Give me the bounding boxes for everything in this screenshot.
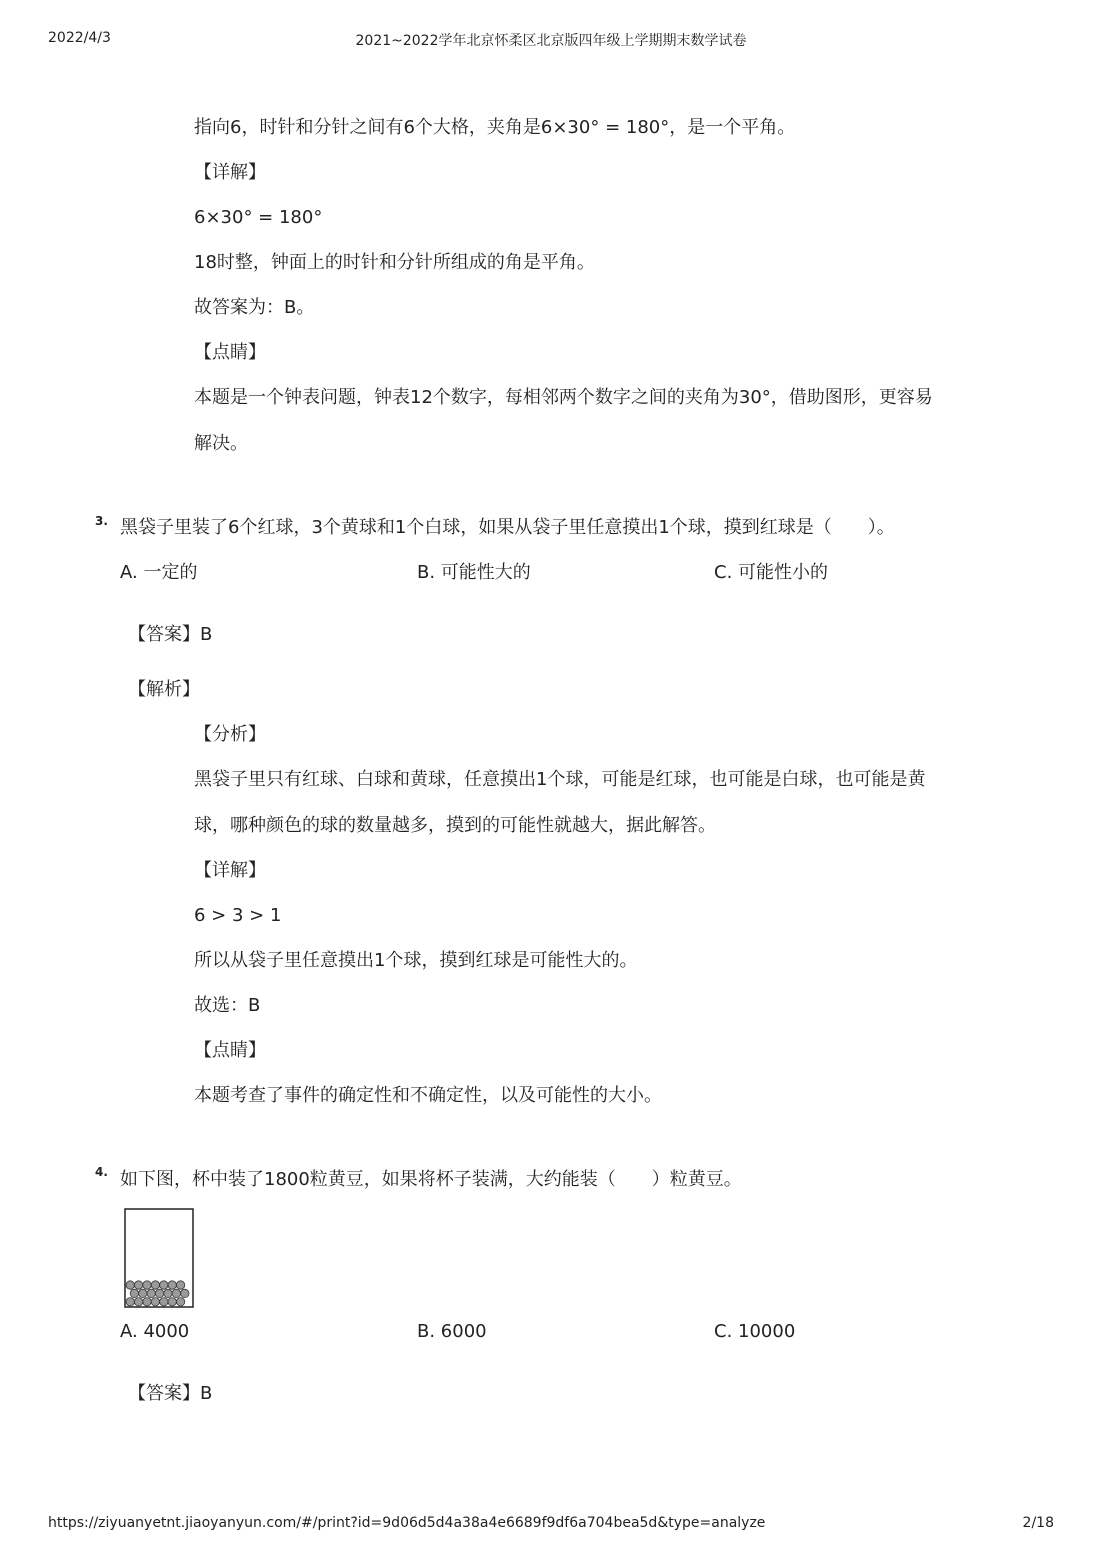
q2-statement: 18时整，钟面上的时针和分针所组成的角是平角。 bbox=[194, 252, 595, 273]
q3-conclusion: 故选：B bbox=[194, 995, 261, 1016]
q3-number: 3. bbox=[95, 514, 108, 528]
q3-option-b: B. 可能性大的 bbox=[417, 562, 531, 583]
q2-conclusion: 故答案为：B。 bbox=[194, 297, 315, 318]
q3-statement: 所以从袋子里任意摸出1个球，摸到红球是可能性大的。 bbox=[194, 950, 638, 971]
bean bbox=[143, 1298, 151, 1306]
q4-option-c: C. 10000 bbox=[714, 1321, 796, 1342]
q3-note-heading: 【点睛】 bbox=[194, 1040, 266, 1061]
q3-stem: 黑袋子里装了6个红球，3个黄球和1个白球，如果从袋子里任意摸出1个球，摸到红球是（ ）。 bbox=[120, 517, 895, 538]
bean bbox=[176, 1298, 184, 1306]
q3-analysis-sub: 【分析】 bbox=[194, 724, 266, 745]
bean bbox=[143, 1281, 151, 1289]
q4-option-b: B. 6000 bbox=[417, 1321, 487, 1342]
q3-calc: 6 > 3 > 1 bbox=[194, 905, 282, 926]
bean bbox=[168, 1281, 176, 1289]
print-date: 2022/4/3 bbox=[48, 30, 111, 46]
bean bbox=[172, 1289, 180, 1297]
bean bbox=[134, 1281, 142, 1289]
page-title: 2021~2022学年北京怀柔区北京版四年级上学期期末数学试卷 bbox=[355, 33, 747, 49]
q3-note: 本题考查了事件的确定性和不确定性，以及可能性的大小。 bbox=[194, 1085, 662, 1106]
q3-analysis-line2: 球，哪种颜色的球的数量越多，摸到的可能性就越大，据此解答。 bbox=[194, 815, 716, 836]
q3-answer: 【答案】B bbox=[128, 624, 213, 645]
q4-option-a: A. 4000 bbox=[120, 1321, 190, 1342]
bean bbox=[176, 1281, 184, 1289]
q2-detail-heading: 【详解】 bbox=[194, 162, 266, 183]
q2-note-heading: 【点睛】 bbox=[194, 342, 266, 363]
q4-answer: 【答案】B bbox=[128, 1383, 213, 1404]
q4-stem: 如下图，杯中装了1800粒黄豆，如果将杯子装满，大约能装（ ）粒黄豆。 bbox=[120, 1169, 742, 1190]
bean bbox=[151, 1298, 159, 1306]
q3-option-a: A. 一定的 bbox=[120, 562, 198, 583]
q2-note-line1: 本题是一个钟表问题，钟表12个数字，每相邻两个数字之间的夹角为30°，借助图形，更容易 bbox=[194, 387, 933, 408]
bean bbox=[160, 1281, 168, 1289]
beans-layer bbox=[126, 1281, 189, 1306]
bean bbox=[126, 1281, 134, 1289]
q3-detail-heading: 【详解】 bbox=[194, 860, 266, 881]
bean bbox=[134, 1298, 142, 1306]
bean bbox=[151, 1281, 159, 1289]
footer-page-number: 2/18 bbox=[1022, 1515, 1054, 1531]
bean bbox=[139, 1289, 147, 1297]
footer-url: https://ziyuanyetnt.jiaoyanyun.com/#/print?id=9d06d5d4a38a4e6689f9df6a704bea5d&type=analyze bbox=[48, 1515, 766, 1531]
bean bbox=[164, 1289, 172, 1297]
cup-with-beans-figure bbox=[124, 1208, 194, 1308]
bean bbox=[155, 1289, 163, 1297]
bean bbox=[160, 1298, 168, 1306]
bean bbox=[181, 1289, 189, 1297]
q3-analysis-line1: 黑袋子里只有红球、白球和黄球，任意摸出1个球，可能是红球，也可能是白球，也可能是黄 bbox=[194, 769, 926, 790]
q2-calc: 6×30° = 180° bbox=[194, 207, 323, 228]
q2-note-line2: 解决。 bbox=[194, 433, 248, 454]
q2-analysis-line: 指向6，时针和分针之间有6个大格，夹角是6×30° = 180°，是一个平角。 bbox=[194, 117, 796, 138]
bean bbox=[130, 1289, 138, 1297]
bean bbox=[147, 1289, 155, 1297]
q3-option-c: C. 可能性小的 bbox=[714, 562, 829, 583]
bean bbox=[168, 1298, 176, 1306]
bean bbox=[126, 1298, 134, 1306]
q4-number: 4. bbox=[95, 1165, 108, 1179]
q3-analysis-heading: 【解析】 bbox=[128, 679, 200, 700]
